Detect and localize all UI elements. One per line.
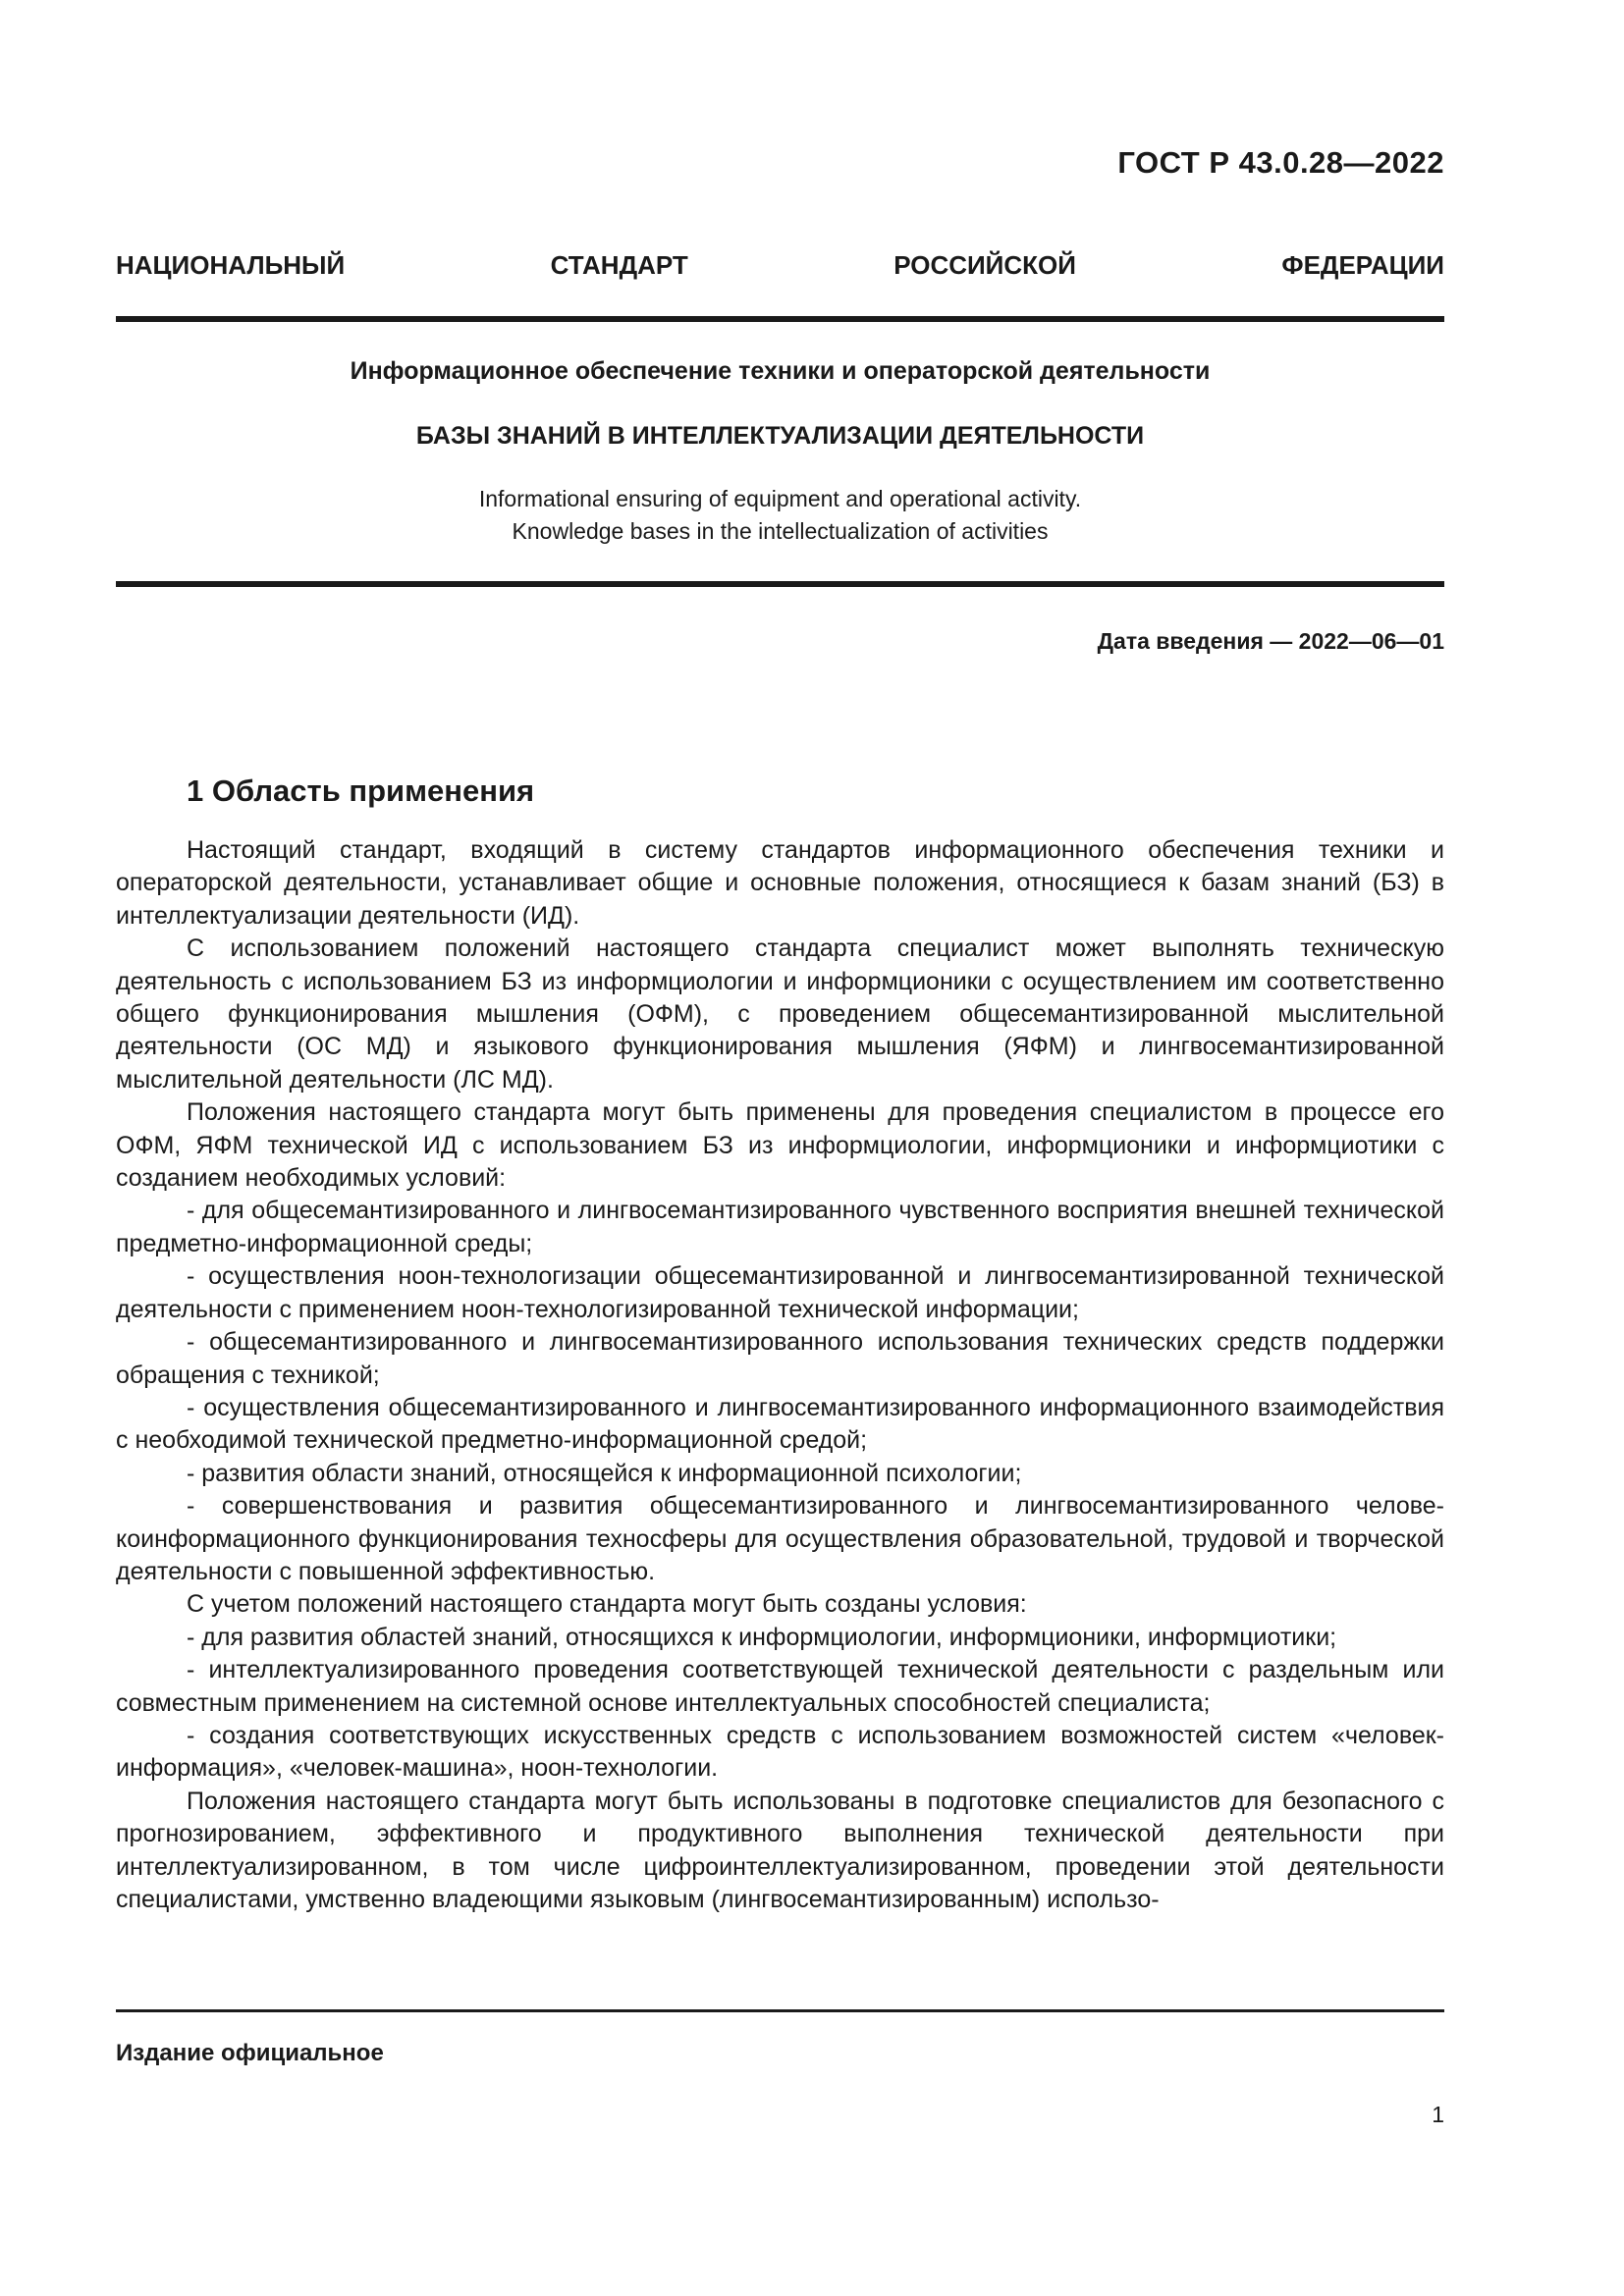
- title-divider: [116, 581, 1444, 587]
- official-edition-label: Издание официальное: [116, 2040, 384, 2066]
- list-item: - развития области знаний, относящейся к информационной психологии;: [187, 1459, 1022, 1487]
- footer-divider: [116, 2009, 1444, 2012]
- list-item: - общесемантизированного и лингвосемантизированного использования технических средств поддержки обращения с техникой;: [116, 1328, 1444, 1389]
- english-title-line: Informational ensuring of equipment and operational activity.: [478, 486, 1082, 511]
- paragraph: Настоящий стандарт, входящий в систему стандартов информационного обеспечения техники и операторской деятельности, устанавливает общие и основные положения, относящиеся к базам знаний (БЗ) в интеллектуализации деятельности (ИД).: [116, 836, 1444, 930]
- paragraph: С использованием положений настоящего стандарта специалист может выполнять техническую деятельность с использованием БЗ из информциологии и информционики с осуществлением им соответственно общего функционирования мышления (ОФМ), с проведением общесемантизированной мыслительной деятельности (ОС МД) и языкового функционирования мышления (ЯФМ) и лингвосемантизированной мыслительной деятельности (ЛС МД).: [116, 934, 1444, 1094]
- paragraph: Положения настоящего стандарта могут быть применены для проведения специалистом в процессе его ОФМ, ЯФМ технической ИД с использованием БЗ из информциологии, информционики и информциотики с созданием необходимых условий:: [116, 1098, 1444, 1193]
- standard-series-title: Информационное обеспечение техники и операторской деятельности: [350, 357, 1211, 385]
- paragraph: С учетом положений настоящего стандарта могут быть созданы условия:: [187, 1590, 1027, 1619]
- standard-main-title: БАЗЫ ЗНАНИЙ В ИНТЕЛЛЕКТУАЛИЗАЦИИ ДЕЯТЕЛЬНОСТИ: [415, 422, 1145, 450]
- list-item: - для развития областей знаний, относящихся к информциологии, информционики, информциотики;: [187, 1623, 1337, 1651]
- list-item: - осуществления ноон-технологизации общесемантизированной и лингвосемантизированной технической деятельности с применением ноон-технологизированной технической информации;: [116, 1262, 1444, 1323]
- national-standard-banner: НАЦИОНАЛЬНЫЙ СТАНДАРТ РОССИЙСКОЙ ФЕДЕРАЦИИ: [116, 250, 1444, 280]
- top-divider: [116, 316, 1444, 322]
- section-heading: 1 Область применения: [187, 774, 535, 808]
- list-item: - осуществления общесемантизированного и лингвосемантизированного информационного взаимодействия с необходимой технической предметно-информационной средой;: [116, 1393, 1444, 1455]
- paragraph: Положения настоящего стандарта могут быть использованы в подготовке специалистов для безопасного с прогнозированием, эффективного и продуктивного выполнения технической деятельности при интеллектуализированном, в том числе цифроинтеллектуализированном, проведении этой деятельности специалистами, умственно владеющими языковым (лингвосемантизированным) использо-: [116, 1787, 1444, 1913]
- list-item: - интеллектуализированного проведения соответствующей технической деятельности с раздельным или совместным применением на системной основе интеллектуальных способностей специалиста;: [116, 1656, 1444, 1717]
- english-title-line: Knowledge bases in the intellectualization of activities: [512, 518, 1049, 544]
- list-item: - для общесемантизированного и лингвосемантизированного чувственного восприятия внешней технической предметно-информационной среды;: [116, 1197, 1444, 1257]
- introduction-date: Дата введения — 2022—06—01: [1097, 628, 1444, 654]
- list-item: - создания соответствующих искусственных средств с использованием возможностей систем «человек-информация», «человек-машина», ноон-технологии.: [116, 1721, 1444, 1783]
- english-title: [116, 483, 1444, 548]
- section-body: [116, 834, 1444, 1916]
- list-item: - совершенствования и развития общесемантизированного и лингвосемантизированного человекоинформационного функционирования техносферы для осуществления образовательной, трудовой и творческой деятельности с повышенной эффективностью.: [116, 1492, 1444, 1585]
- document-number: ГОСТ Р 43.0.28—2022: [1117, 145, 1444, 180]
- page-number: 1: [1432, 2102, 1444, 2127]
